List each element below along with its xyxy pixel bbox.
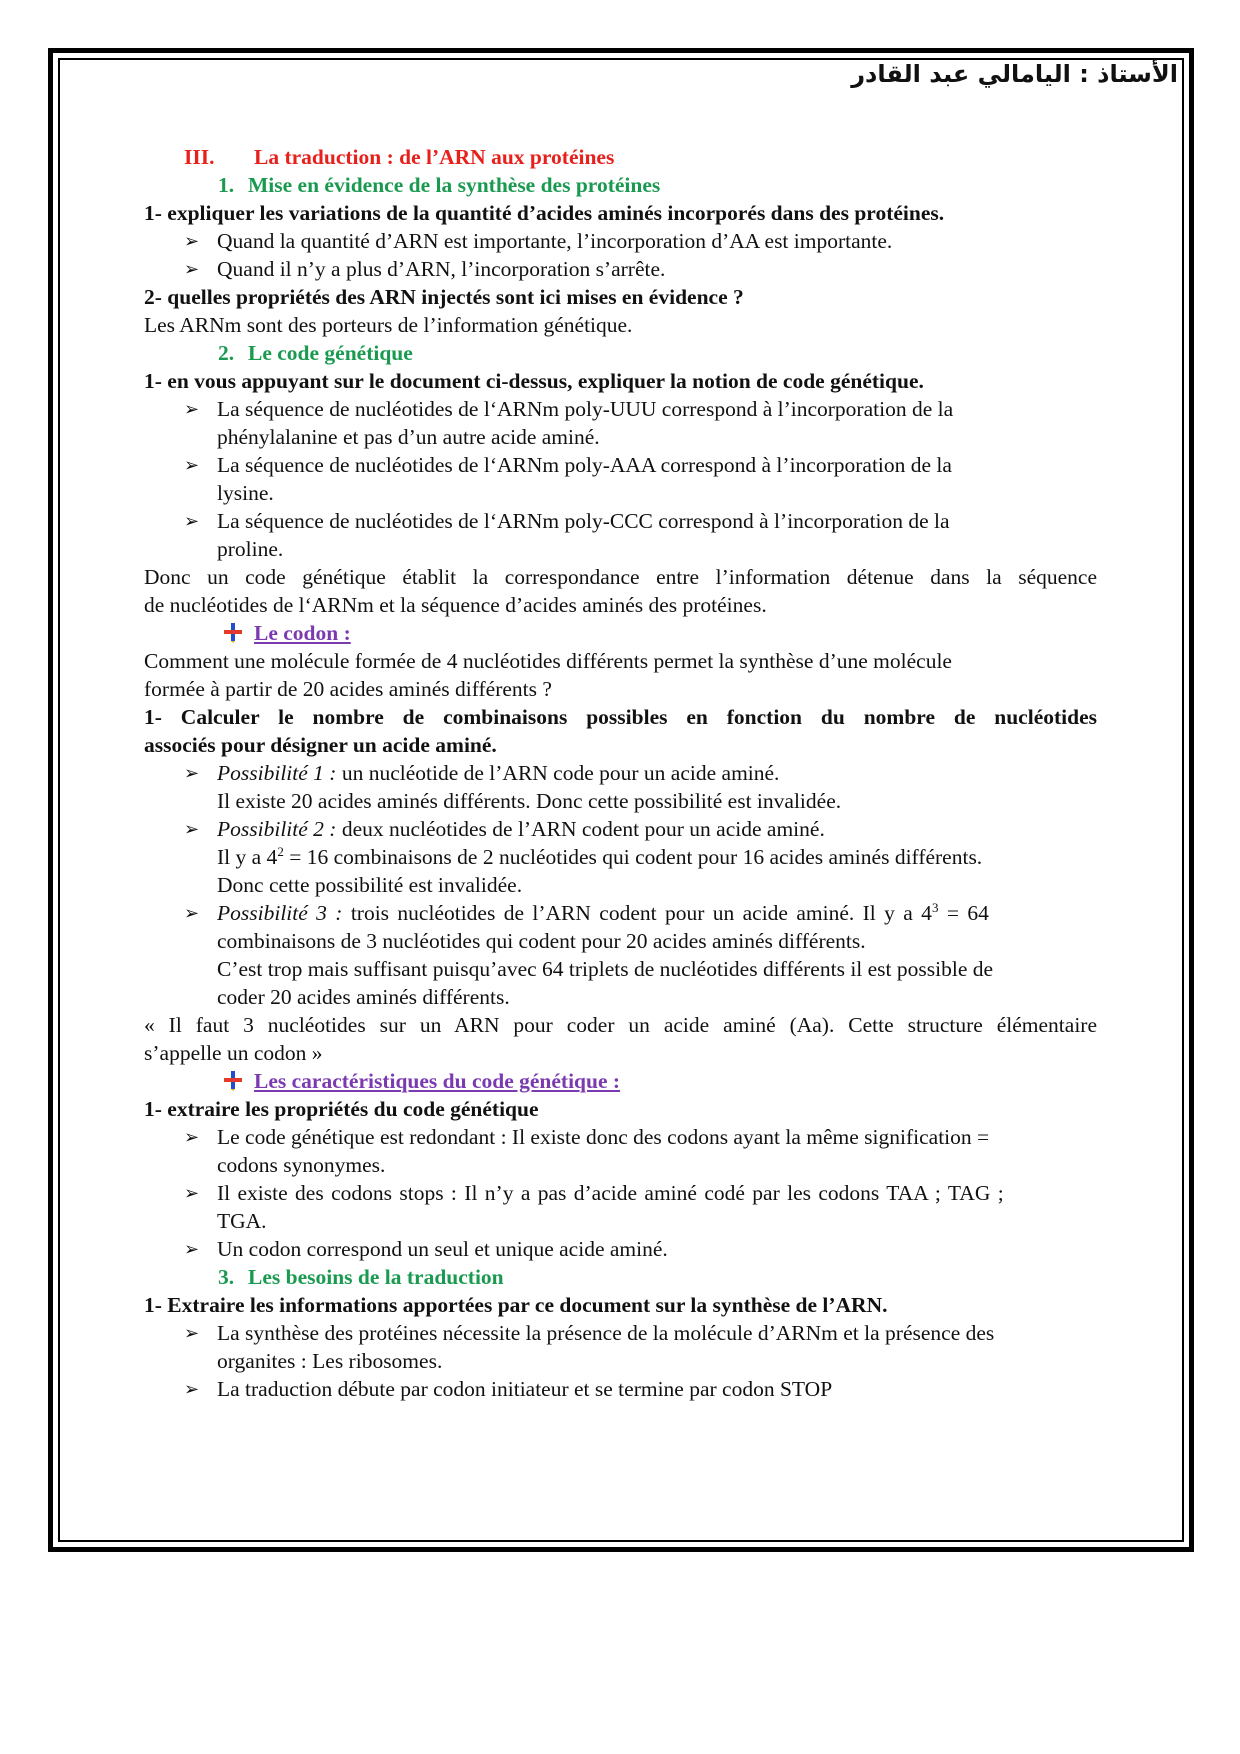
bullet-continuation: combinaisons de 3 nucléotides qui codent pour 20 acides aminés différents. xyxy=(217,929,866,953)
question: associés pour désigner un acide aminé. xyxy=(144,733,497,757)
arrow-bullet-icon: ➢ xyxy=(184,819,200,839)
plus-arrow-icon xyxy=(222,621,244,643)
question: 1- extraire les propriétés du code génétique xyxy=(144,1097,539,1121)
bullet-item: ➢ Quand la quantité d’ARN est importante, l’incorporation d’AA est importante. xyxy=(184,229,893,253)
question: 1- Calculer le nombre de combinaisons possibles en fonction du nombre de nucléotides xyxy=(144,705,1097,729)
codon-heading: Le codon : xyxy=(144,619,1097,647)
question: 2- quelles propriétés des ARN injectés sont ici mises en évidence ? xyxy=(144,285,744,309)
bullet-item: ➢ Possibilité 3 : trois nucléotides de l’ARN codent pour un acide aminé. Il y a $4^3 = 64$ xyxy=(184,899,989,925)
subsection-3-heading: 3. Les besoins de la traduction xyxy=(218,1265,504,1289)
bullet-continuation: Il existe 20 acides aminés différents. Donc cette possibilité est invalidée. xyxy=(217,789,842,813)
characteristics-heading: Les caractéristiques du code génétique : xyxy=(144,1067,1097,1095)
bullet-continuation: Donc cette possibilité est invalidée. xyxy=(217,873,523,897)
bullet-item: ➢ Possibilité 1 : un nucléotide de l’ARN code pour un acide aminé. xyxy=(184,761,780,785)
bullet-continuation: C’est trop mais suffisant puisqu’avec 64 triplets de nucléotides différents il est possible de xyxy=(217,957,994,981)
plus-arrow-icon xyxy=(222,1069,244,1091)
bullet-continuation: TGA. xyxy=(217,1209,267,1233)
paragraph-line: s’appelle un codon » xyxy=(144,1041,323,1065)
paragraph-line: Comment une molécule formée de 4 nucléotides différents permet la synthèse d’une molécule xyxy=(144,649,952,673)
bullet-continuation: proline. xyxy=(217,537,284,561)
arrow-bullet-icon: ➢ xyxy=(184,231,200,251)
document-body xyxy=(144,143,1097,1403)
question: 1- Extraire les informations apportées par ce document sur la synthèse de l’ARN. xyxy=(144,1293,888,1317)
bullet-item: ➢ Un codon correspond un seul et unique acide aminé. xyxy=(184,1237,668,1261)
bullet-item: ➢ Le code génétique est redondant : Il existe donc des codons ayant la même signification = xyxy=(184,1125,990,1149)
arrow-bullet-icon: ➢ xyxy=(184,903,200,923)
answer-text: Les ARNm sont des porteurs de l’information génétique. xyxy=(144,313,633,337)
bullet-continuation: coder 20 acides aminés différents. xyxy=(217,985,510,1009)
bullet-item: ➢ La synthèse des protéines nécessite la présence de la molécule d’ARNm et la présence des xyxy=(184,1321,995,1345)
bullet-item: ➢ Il existe des codons stops : Il n’y a pas d’acide aminé codé par les codons TAA ; TAG ; xyxy=(184,1181,1004,1205)
paragraph-line: « Il faut 3 nucléotides sur un ARN pour coder un acide aminé (Aa). Cette structure élémentaire xyxy=(144,1013,1097,1037)
arrow-bullet-icon: ➢ xyxy=(184,1239,200,1259)
arrow-bullet-icon: ➢ xyxy=(184,1127,200,1147)
bullet-item: ➢ La séquence de nucléotides de l‘ARNm poly-UUU correspond à l’incorporation de la xyxy=(184,397,954,421)
section-3-heading: III. La traduction : de l’ARN aux protéines xyxy=(184,145,615,169)
bullet-continuation: codons synonymes. xyxy=(217,1153,386,1177)
bullet-continuation: lysine. xyxy=(217,481,274,505)
question: 1- en vous appuyant sur le document ci-dessus, expliquer la notion de code génétique. xyxy=(144,369,924,393)
arrow-bullet-icon: ➢ xyxy=(184,1323,200,1343)
bullet-continuation: organites : Les ribosomes. xyxy=(217,1349,443,1373)
arrow-bullet-icon: ➢ xyxy=(184,455,200,475)
arrow-bullet-icon: ➢ xyxy=(184,511,200,531)
arrow-bullet-icon: ➢ xyxy=(184,763,200,783)
arrow-bullet-icon: ➢ xyxy=(184,399,200,419)
author-header: الأستاذ : اليامالي عبد القادر xyxy=(851,60,1178,88)
question: 1- expliquer les variations de la quantité d’acides aminés incorporés dans des protéines. xyxy=(144,201,945,225)
bullet-continuation: Il y a $4^2 = 16$ combinaisons de 2 nucléotides qui codent pour 16 acides aminés différents. xyxy=(217,843,983,869)
paragraph-line: de nucléotides de l‘ARNm et la séquence d’acides aminés des protéines. xyxy=(144,593,767,617)
bullet-item: ➢ La traduction débute par codon initiateur et se termine par codon STOP xyxy=(184,1377,833,1401)
subsection-2-heading: 2. Le code génétique xyxy=(218,341,413,365)
bullet-item: ➢ Quand il n’y a plus d’ARN, l’incorporation s’arrête. xyxy=(184,257,666,281)
arrow-bullet-icon: ➢ xyxy=(184,1379,200,1399)
bullet-item: ➢ La séquence de nucléotides de l‘ARNm poly-CCC correspond à l’incorporation de la xyxy=(184,509,950,533)
bullet-item: ➢ Possibilité 2 : deux nucléotides de l’ARN codent pour un acide aminé. xyxy=(184,817,825,841)
arrow-bullet-icon: ➢ xyxy=(184,259,200,279)
bullet-item: ➢ La séquence de nucléotides de l‘ARNm poly-AAA correspond à l’incorporation de la xyxy=(184,453,952,477)
paragraph-line: Donc un code génétique établit la correspondance entre l’information détenue dans la séquence xyxy=(144,565,1097,589)
subsection-1-heading: 1. Mise en évidence de la synthèse des protéines xyxy=(218,173,661,197)
bullet-continuation: phénylalanine et pas d’un autre acide aminé. xyxy=(217,425,600,449)
arrow-bullet-icon: ➢ xyxy=(184,1183,200,1203)
paragraph-line: formée à partir de 20 acides aminés différents ? xyxy=(144,677,552,701)
